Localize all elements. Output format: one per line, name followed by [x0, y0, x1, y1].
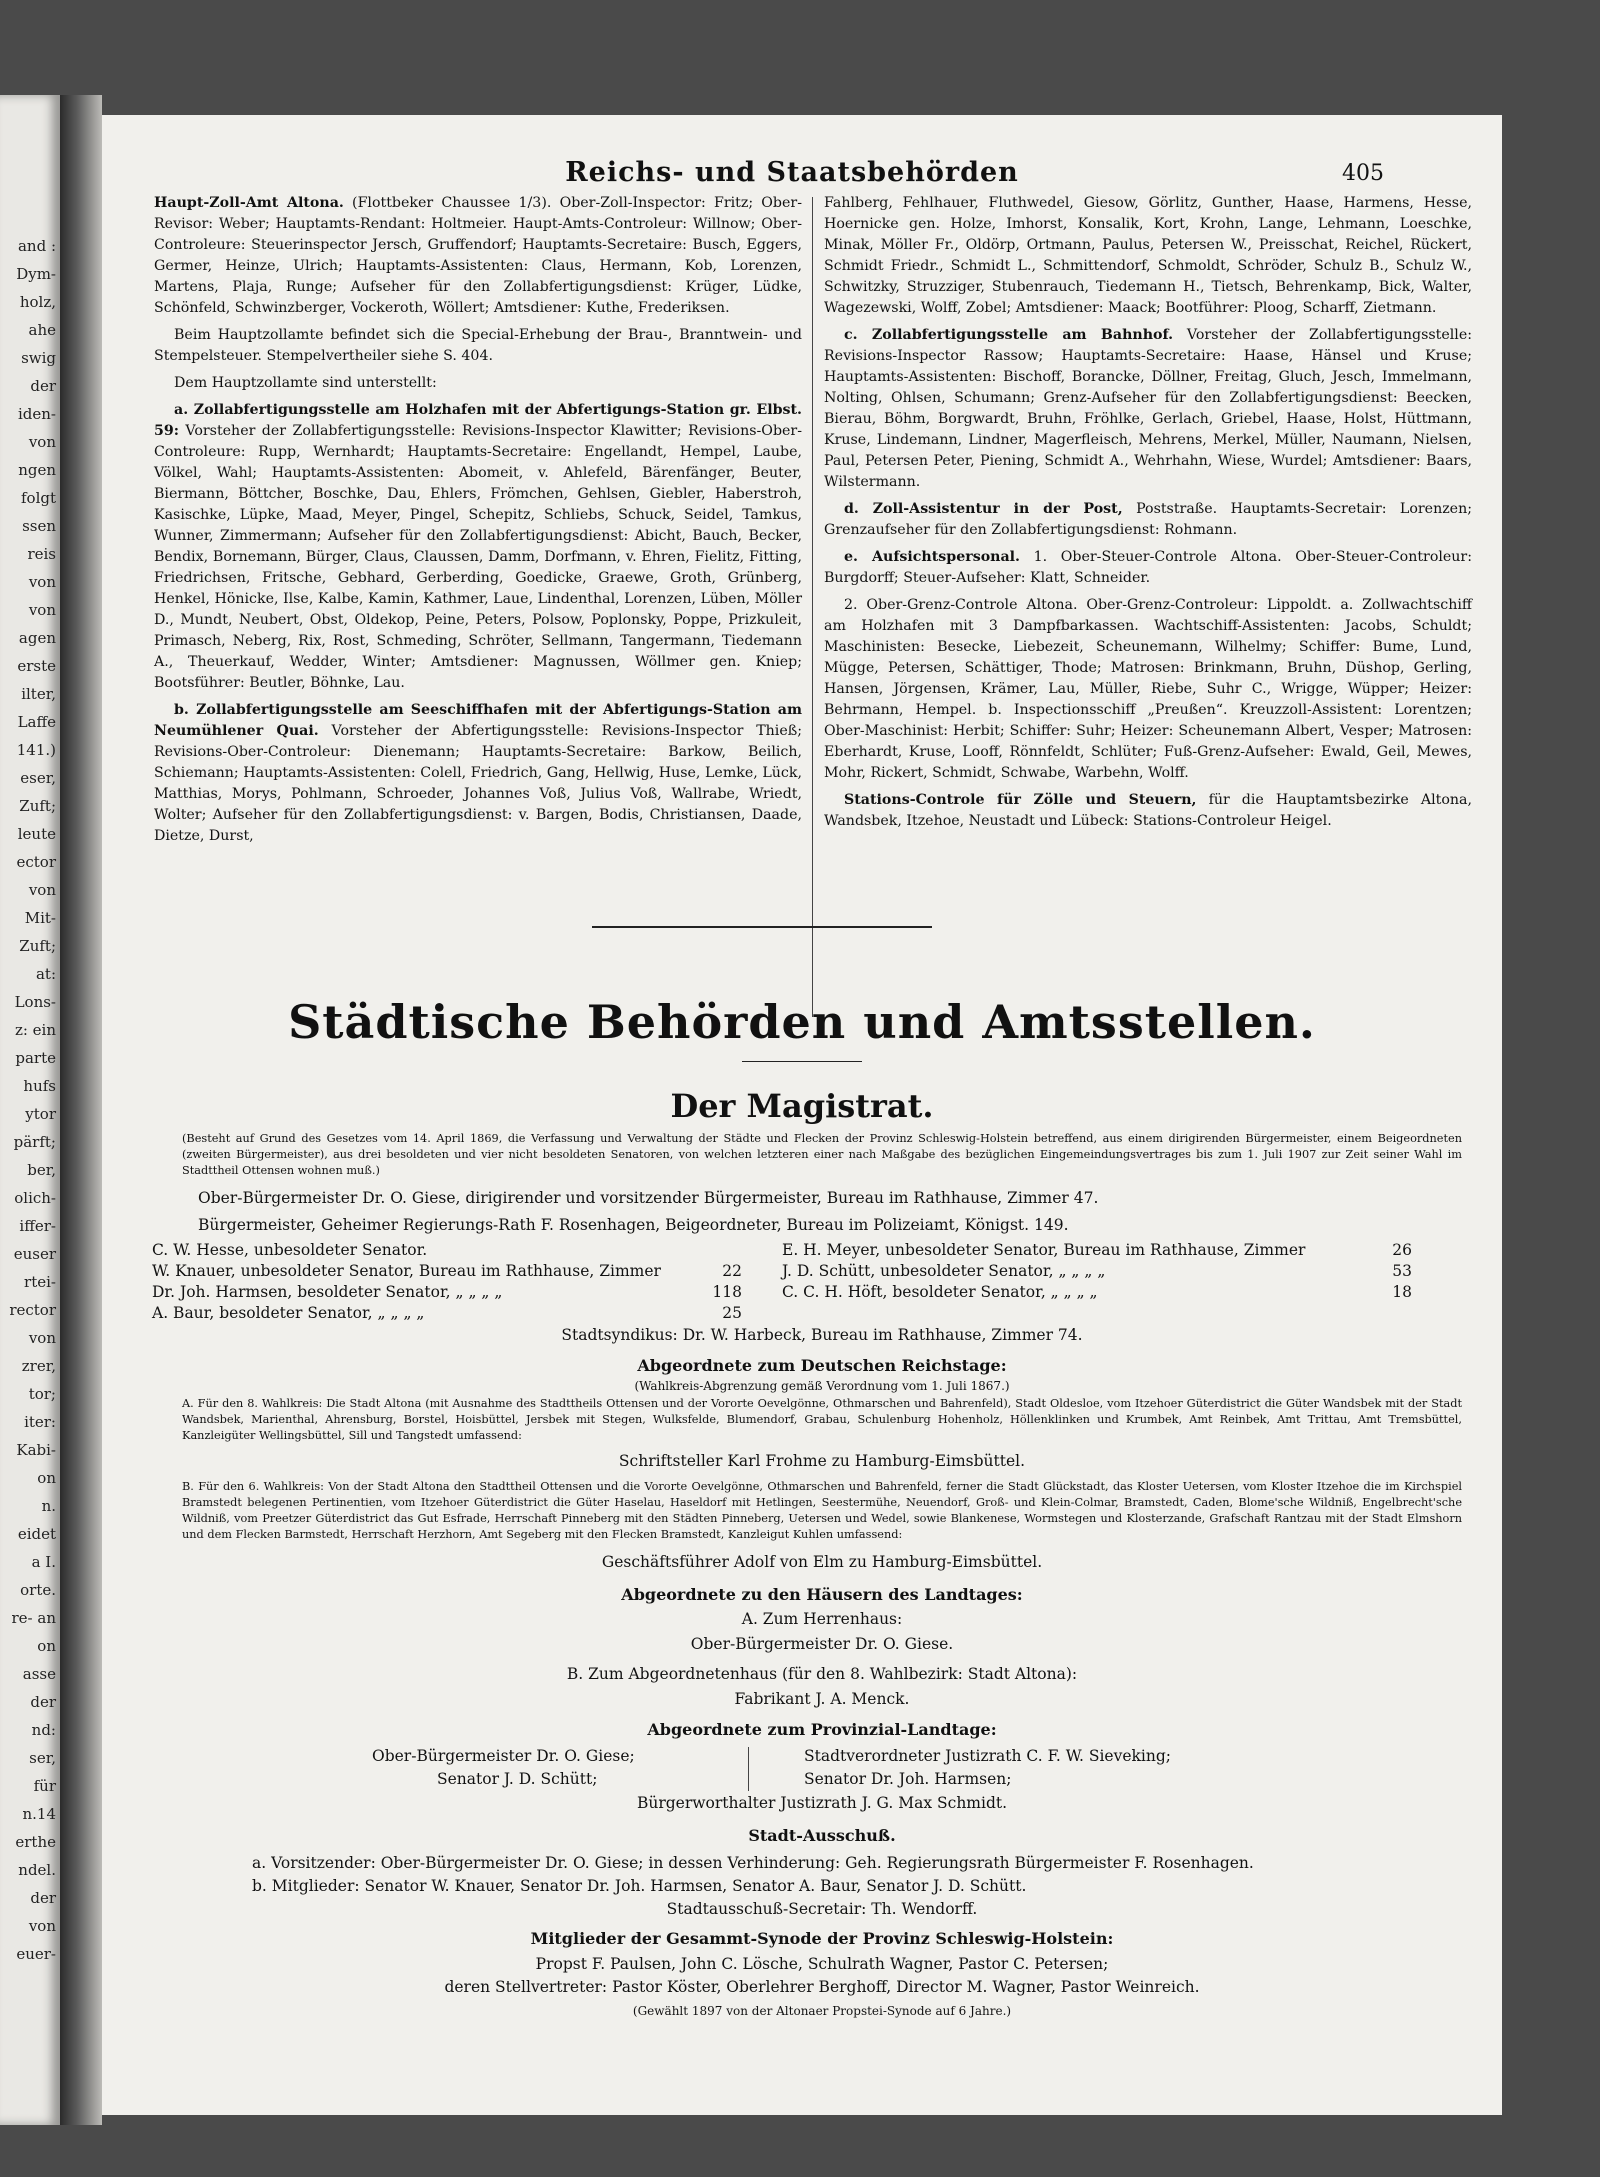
herrenhaus-label: A. Zum Herrenhaus: [741, 1610, 903, 1628]
room-number: 18 [1392, 1283, 1412, 1301]
paragraph-text: Vorsteher der Zollabfertigungsstelle: Revisions-Inspector Klawitter; Revisions-Ober-Controleure: Rupp, Wernhardt; Hauptamts-Secretaire: Engellandt, Hempel, Laube, Völkel, Wahl; Hauptamts-Assistenten: Abomeit, v. Ahlefeld, Bärenfänger, Beuter, Biermann, Böttcher, Boschke, Dau, Ehlers, Frömchen, Gehlsen, Giebler, Haberstroh, Kasischke, Lüpke, Maad, Meyer, Pingel, Schepitz, Schliebs, Schuck, Seidel, Tamkus, Wunner, Zimmermann; Aufseher für den Zollabfertigungsdienst: Abicht, Bauch, Becker, Bendix, Bornemann, Bürger, Claus, Claussen, Damm, Dorfmann, v. Ehren, Fielitz, Fitting, Friedrichsen, Fritsche, Gebhard, Gerberding, Goedicke, Graewe, Groth, Grünberg, Henkel, Hönicke, Ilse, Kalbe, Kamin, Kathmer, Laue, Lindenthal, Lorenzen, Lüben, Möller D., Mundt, Neubert, Obst, Oldekop, Peine, Peters, Polsow, Poplonsky, Poppe, Prizkuleit, Primasch, Neberg, Rix, Rost, Schmeding, Schröter, Sellmann, Tangermann, Tiedemann A., Theuerkauf, Wedder, Winter; Amtsdiener: Magnussen, Wöllmer gen. Kniep; Bootsführer: Beutler, Böhnke, Lau. [154, 423, 802, 691]
provinzial-right-2: Senator Dr. Joh. Harmsen; [804, 1770, 1012, 1788]
fragment-text: Laffe [17, 713, 56, 731]
paragraph [824, 325, 1472, 493]
fragment-text: iter: [24, 1413, 56, 1431]
fragment-text: Mit- [24, 909, 56, 927]
paragraph [154, 400, 802, 694]
paragraph-heading: d. Zoll-Assistentur in der Post, [844, 501, 1123, 517]
fragment-text: ngen [18, 461, 56, 479]
senator-entry: C. W. Hesse, unbesoldeter Senator. [152, 1241, 428, 1259]
fragment-text: 141.) [16, 741, 56, 759]
fragment-text: on [37, 1637, 56, 1655]
paragraph-heading: a. Zollabfertigungsstelle am Holzhafen mit der Abfertigungs-Station gr. Elbst. 59: [154, 402, 802, 439]
fragment-text: für [33, 1777, 56, 1795]
stadtausschuss-sec: Stadtausschuß-Secretair: Th. Wendorff. [666, 1900, 978, 1918]
abgeordnetenhaus-member: Fabrikant J. A. Menck. [734, 1690, 910, 1708]
fragment-text: reis [27, 545, 56, 563]
fragment-text: ser, [29, 1749, 56, 1767]
fragment-text: erthe [15, 1833, 56, 1851]
paragraph-heading: e. Aufsichtspersonal. [844, 549, 1021, 565]
paragraph [824, 499, 1472, 541]
title-underline [742, 1061, 862, 1062]
senator-entry: J. D. Schütt, unbesoldeter Senator, „ „ „ „ [782, 1262, 1106, 1280]
paragraph-heading: c. Zollabfertigungsstelle am Bahnhof. [844, 327, 1174, 343]
fragment-text: pärft; [13, 1133, 56, 1151]
fragment-text: rtei- [24, 1273, 56, 1291]
paragraph [824, 595, 1472, 784]
running-head: Reichs- und Staatsbehörden [565, 157, 1019, 188]
fragment-text: a I. [31, 1553, 56, 1571]
provinzial-left-1: Ober-Bürgermeister Dr. O. Giese; [372, 1747, 635, 1765]
fragment-text: holz, [19, 293, 56, 311]
fragment-text: euer- [16, 1945, 56, 1963]
fragment-text: swig [21, 349, 56, 367]
fragment-text: parte [15, 1049, 56, 1067]
fragment-text: erste [17, 657, 56, 675]
fragment-text: rector [9, 1301, 56, 1319]
fragment-text: Zuft; [19, 937, 56, 955]
paragraph-text: (Flottbeker Chaussee 1/3). Ober-Zoll-Inspector: Fritz; Ober-Revisor: Weber; Hauptamts-Rendant: Holtmeier. Haupt-Amts-Controleur: Willnow; Ober-Controleure: Steuerinspector Jersch, Gruffendorf; Hauptamts-Secretaire: Busch, Eggers, Germer, Heinze, Ulrich; Hauptamts-Assistenten: Claus, Hermann, Kob, Lorenzen, Martens, Plaja, Runge; Aufseher für den Zollabfertigungsdienst: Krüger, Lüdke, Schönfeld, Schwinzberger, Vockeroth, Wöllert; Amtsdiener: Kuthe, Frederiksen. [154, 195, 802, 316]
fragment-text: tor; [28, 1385, 56, 1403]
fragment-text: hufs [23, 1077, 56, 1095]
provinzial-bottom: Bürgerworthalter Justizrath J. G. Max Schmidt. [636, 1794, 1008, 1812]
wahlkreis-6-member: Geschäftsführer Adolf von Elm zu Hamburg-Eimsbüttel. [601, 1553, 1043, 1571]
abgeordnetenhaus-label: B. Zum Abgeordnetenhaus (für den 8. Wahlbezirk: Stadt Altona): [566, 1665, 1078, 1683]
fragment-text: euser [13, 1245, 56, 1263]
fragment-text: orte. [20, 1581, 56, 1599]
senator-entry: Dr. Joh. Harmsen, besoldeter Senator, „ „ „ „ [152, 1283, 503, 1301]
fragment-text: von [28, 433, 56, 451]
paragraph-heading: Stations-Controle für Zölle und Steuern, [844, 792, 1197, 808]
provinzial-left-2: Senator J. D. Schütt; [437, 1770, 598, 1788]
fragment-text: re- an [11, 1609, 56, 1627]
previous-page-edge [0, 95, 60, 2125]
fragment-text: ssen [22, 517, 56, 535]
left-column [154, 193, 802, 853]
fragment-text: Dym- [16, 265, 56, 283]
fragment-text: n. [41, 1497, 56, 1515]
paragraph-text: Beim Hauptzollamte befindet sich die Special-Erhebung der Brau-, Branntwein- und Stempelsteuer. Stempelvertheiler siehe S. 404. [154, 327, 802, 364]
stadtsyndikus-line: Stadtsyndikus: Dr. W. Harbeck, Bureau im Rathhause, Zimmer 74. [561, 1326, 1083, 1344]
paragraph-text: Vorsteher der Zollabfertigungsstelle: Revisions-Inspector Rassow; Hauptamts-Secretaire: Haase, Hänsel und Kruse; Hauptamts-Assistenten: Bischoff, Borancke, Döllner, Freitag, Gluch, Jesch, Immelmann, Nolting, Ohlsen, Schumann; Grenz-Aufseher für den Zollabfertigungsdienst: Beecken, Bierau, Böhm, Borgwardt, Bruhn, Fröhlke, Gerlach, Griebel, Haase, Holst, Hüttmann, Kruse, Lindemann, Lindner, Magerfleisch, Mehrens, Merkel, Müller, Naumann, Nielsen, Paul, Petersen Peter, Piening, Schmidt A., Wehrhahn, Wiese, Wurdel; Amtsdiener: Baars, Wilstermann. [824, 327, 1472, 490]
paragraph-text: 2. Ober-Grenz-Controle Altona. Ober-Grenz-Controleur: Lippoldt. a. Zollwachtschiff am Holzhafen mit 3 Dampfbarkassen. Wachtschiff-Assistenten: Jacobs, Schuldt; Maschinisten: Besecke, Liebezeit, Scheunemann, Wilhelmy; Schiffer: Bume, Lund, Mügge, Petersen, Schättiger, Thode; Matrosen: Brinkmann, Bruhn, Düshop, Gerling, Hansen, Jörgensen, Krämer, Lau, Müller, Riebe, Suhr C., Wrigge, Wüpper; Heizer: Behrmann, Hempel. b. Inspectionsschiff „Preußen“. Kreuzzoll-Assistent: Lorentzen; Ober-Maschinist: Herbit; Schiffer: Suhr; Heizer: Scheunemann Albert, Vesper; Matrosen: Eberhardt, Kruse, Looff, Rönnfeldt, Schlüter; Fuß-Grenz-Aufseher: Ewald, Geil, Mewes, Mohr, Rickert, Schmidt, Schwabe, Warbehn, Wolff. [824, 597, 1472, 781]
senator-entry: C. C. H. Höft, besoldeter Senator, „ „ „ „ [782, 1283, 1098, 1301]
paragraph-text: Dem Hauptzollamte sind unterstellt: [174, 375, 437, 391]
fragment-text: and : [17, 237, 56, 255]
provinzial-heading: Abgeordnete zum Provinzial-Landtage: [647, 1720, 997, 1739]
fragment-text: ytor [25, 1105, 56, 1123]
fragment-text: on [37, 1469, 56, 1487]
paragraph-heading: b. Zollabfertigungsstelle am Seeschiffhafen mit der Abfertigungs-Station am Neumühlener Quai. [154, 702, 802, 739]
stadtausschuss-heading: Stadt-Ausschuß. [748, 1826, 896, 1845]
buergermeister-line: Bürgermeister, Geheimer Regierungs-Rath F. Rosenhagen, Beigeordneter, Bureau im Polizeiamt, Königst. 149. [198, 1216, 1069, 1234]
fragment-text: der [30, 1889, 56, 1907]
fragment-text: der [30, 377, 56, 395]
magistrat-title: Der Magistrat. [670, 1087, 934, 1125]
paragraph [154, 193, 802, 319]
fragment-text: ilter, [21, 685, 56, 703]
wahlkreis-8-member: Schriftsteller Karl Frohme zu Hamburg-Eimsbüttel. [618, 1452, 1026, 1470]
document-page [102, 115, 1502, 2115]
paragraph-text: Vorsteher der Abfertigungsstelle: Revisions-Inspector Thieß; Revisions-Ober-Controleur: Dienemann; Hauptamts-Secretaire: Barkow, Beilich, Schiemann; Hauptamts-Assistenten: Colell, Friedrich, Gang, Hellwig, Huse, Lemke, Lück, Matthias, Morys, Pohlmann, Schroeder, Johannes Voß, Julius Voß, Wallrabe, Wriedt, Wolter; Aufseher für den Zollabfertigungsdienst: v. Bargen, Bodis, Christiansen, Daade, Dietze, Durst, [154, 723, 802, 844]
fragment-text: zrer, [21, 1357, 56, 1375]
landtag-heading: Abgeordnete zu den Häusern des Landtages: [621, 1585, 1023, 1604]
reichstag-sub: (Wahlkreis-Abgrenzung gemäß Verordnung vom 1. Juli 1867.) [634, 1379, 1010, 1393]
senator-entry: W. Knauer, unbesoldeter Senator, Bureau im Rathhause, Zimmer [152, 1262, 661, 1280]
fragment-text: iffer- [19, 1217, 56, 1235]
fragment-text: asse [22, 1665, 56, 1683]
book-gutter [60, 95, 102, 2125]
ober-buergermeister-line: Ober-Bürgermeister Dr. O. Giese, dirigirender und vorsitzender Bürgermeister, Bureau im Rathhause, Zimmer 47. [198, 1189, 1099, 1207]
fragment-text: ndel. [18, 1861, 56, 1879]
wahlkreis-6: B. Für den 6. Wahlkreis: Von der Stadt Altona den Stadttheil Ottensen und die Vororte Oevelgönne, Othmarschen und Bahrenfeld, ferner die Stadt Glückstadt, das Kloster Uetersen, vom Kloster Itzehoe die im Kirchspiel Bramstedt belegenen Pertinentien, vom Itzehoer Güterdistrict die Güter Haselau, Haseldorf mit Hetlingen, Seestermühe, Neuendorf, Groß- und Klein-Colmar, Bramstedt, Caden, Blome'sche Wildniß, Engelbrecht'sche Wildniß, vom Preetzer Güterdistrict das Gut Esfrade, Herrschaft Pinneberg mit den Städten Pinneberg, Uetersen und Wedel, sowie Blankenese, Wormstegen und Klosterzande, Grafschaft Rantzau mit der Stadt Elmshorn und dem Flecken Barmstedt, Herrschaft Herzhorn, Amt Segeberg mit den Flecken Bramstedt, Kanzleigut Kuhlen umfassend: [182, 1480, 1462, 1541]
paragraph [154, 373, 802, 394]
fragment-text: z: ein [14, 1021, 56, 1039]
fragment-text: Zuft; [19, 797, 56, 815]
fragment-text: Kabi- [16, 1441, 56, 1459]
senator-entry: E. H. Meyer, unbesoldeter Senator, Bureau im Rathhause, Zimmer [782, 1241, 1306, 1259]
fragment-text: iden- [17, 405, 56, 423]
fragment-text: eser, [20, 769, 56, 787]
herrenhaus-member: Ober-Bürgermeister Dr. O. Giese. [690, 1635, 954, 1653]
fragment-text: ahe [28, 321, 56, 339]
provinzial-divider [748, 1747, 749, 1791]
fragment-text: nd: [31, 1721, 56, 1739]
page-number: 405 [1342, 161, 1384, 186]
fragment-text: von [28, 1329, 56, 1347]
synode-note: (Gewählt 1897 von der Altonaer Propstei-Synode auf 6 Jahre.) [632, 2004, 1012, 2018]
room-number: 118 [712, 1283, 742, 1301]
fragment-text: Lons- [14, 993, 56, 1011]
paragraph-text: für die Hauptamtsbezirke Altona, Wandsbek, Itzehoe, Neustadt und Lübeck: Stations-Controleur Heigel. [824, 792, 1472, 829]
paragraph-text: 1. Ober-Steuer-Controle Altona. Ober-Steuer-Controleur: Burgdorff; Steuer-Aufseher: Klatt, Schneider. [824, 549, 1472, 586]
paragraph-text: Fahlberg, Fehlhauer, Fluthwedel, Giesow, Görlitz, Gunther, Haase, Harmens, Hesse, Hoernicke gen. Holze, Imhorst, Konsalik, Kort, Krohn, Lange, Lehmann, Loeschke, Minak, Möller Fr., Oldörp, Ortmann, Paulus, Petersen W., Preisschat, Reichel, Rückert, Schmidt Friedr., Schmidt L., Schmittendorf, Schmoldt, Schröder, Schulz B., Schulz W., Schwitzky, Struzziger, Stubenrauch, Tiedemann H., Tietsch, Behrenkamp, Bick, Walter, Wagezewski, Wolff, Zobel; Amtsdiener: Maack; Bootführer: Ploog, Scharff, Zietmann. [824, 195, 1472, 316]
right-column [824, 193, 1472, 838]
paragraph-heading: Haupt-Zoll-Amt Altona. [154, 195, 344, 211]
synode-heading: Mitglieder der Gesammt-Synode der Provinz Schleswig-Holstein: [530, 1929, 1114, 1948]
magistrat-note: (Besteht auf Grund des Gesetzes vom 14. April 1869, die Verfassung und Verwaltung der Städte und Flecken der Provinz Schleswig-Holstein betreffend, aus einem dirigirenden Bürgermeister, einem Beigeordneten (zweiten Bürgermeister), aus drei besoldeten und vier nicht besoldeten Senatoren, von welchen letzteren einer nach Maßgabe des bezüglichen Eingemeindungsvertrages bis zum 1. Juli 1907 zur Zeit seiner Wahl im Stadttheil Ottensen wohnen muß.) [182, 1132, 1462, 1177]
synode-deputies: deren Stellvertreter: Pastor Köster, Oberlehrer Berghoff, Director M. Wagner, Pastor Weinreich. [444, 1978, 1200, 1996]
fragment-text: von [28, 601, 56, 619]
fragment-text: der [30, 1693, 56, 1711]
stadtausschuss-a: a. Vorsitzender: Ober-Bürgermeister Dr. O. Giese; in dessen Verhinderung: Geh. Regierungsrath Bürgermeister F. Rosenhagen. [252, 1854, 1254, 1872]
fragment-text: leute [17, 825, 56, 843]
fragment-text: ector [16, 853, 56, 871]
room-number: 53 [1392, 1262, 1412, 1280]
paragraph [824, 193, 1472, 319]
fragment-text: folgt [20, 489, 56, 507]
paragraph [824, 547, 1472, 589]
section-divider [592, 926, 932, 928]
stadtausschuss-b: b. Mitglieder: Senator W. Knauer, Senator Dr. Joh. Harmsen, Senator A. Baur, Senator J. D. Schütt. [252, 1877, 1027, 1895]
fragment-text: von [28, 573, 56, 591]
fragment-text: von [28, 881, 56, 899]
paragraph [154, 325, 802, 367]
synode-members: Propst F. Paulsen, John C. Lösche, Schulrath Wagner, Pastor C. Petersen; [535, 1955, 1109, 1973]
fragment-text: ber, [27, 1161, 56, 1179]
senator-entry: A. Baur, besoldeter Senator, „ „ „ „ [152, 1304, 425, 1322]
fragment-text: olich- [14, 1189, 56, 1207]
wahlkreis-8: A. Für den 8. Wahlkreis: Die Stadt Altona (mit Ausnahme des Stadttheils Ottensen und der Vororte Oevelgönne, Othmarschen und Bahrenfeld), Stadt Oldesloe, vom Itzehoer Güterdistrict die Güter Wandsbek mit der Stadt Wandsbek, Marienthal, Ahrensburg, Borstel, Hoisbüttel, Jersbek mit Stegen, Wulksfelde, Blumendorf, Grabau, Schulenburg Hohenholz, Höllenklinken und Krumbek, Amt Reinbek, Amt Trittau, Amt Tremsbüttel, Kanzleigüter Wellingsbüttel, Sill und Tangstedt umfassend: [182, 1397, 1462, 1442]
section-title: Städtische Behörden und Amtsstellen. [288, 995, 1316, 1049]
fragment-text: von [28, 1917, 56, 1935]
room-number: 26 [1392, 1241, 1412, 1259]
fragment-text: eidet [17, 1525, 56, 1543]
reichstag-heading: Abgeordnete zum Deutschen Reichstage: [637, 1356, 1007, 1375]
room-number: 22 [722, 1262, 742, 1280]
paragraph-text: Poststraße. Hauptamts-Secretair: Lorenzen; Grenzaufseher für den Zollabfertigungsdienst: Rohmann. [824, 501, 1472, 538]
column-rule [812, 197, 813, 1017]
paragraph [824, 790, 1472, 832]
room-number: 25 [722, 1304, 742, 1322]
fragment-text: agen [18, 629, 56, 647]
provinzial-right-1: Stadtverordneter Justizrath C. F. W. Sieveking; [804, 1747, 1172, 1765]
fragment-text: at: [35, 965, 56, 983]
paragraph [154, 700, 802, 847]
fragment-text: n.14 [22, 1805, 56, 1823]
